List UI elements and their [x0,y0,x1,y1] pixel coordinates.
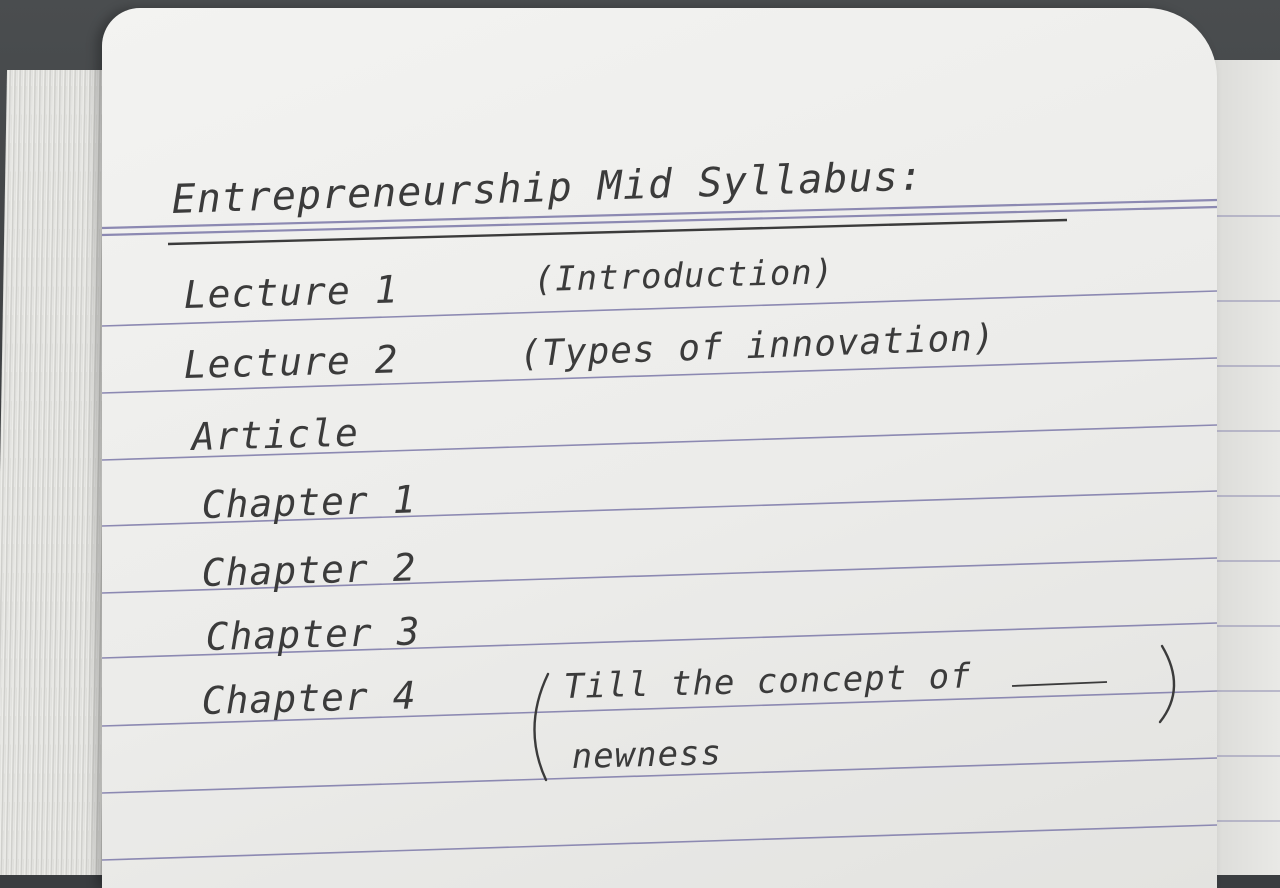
item-lecture-2: Lecture 2 [183,337,400,387]
open-bracket [534,674,548,780]
item-chapter-1: Chapter 1 [201,477,418,527]
close-bracket [1160,646,1174,722]
item-chapter-4-note-cont: newness [571,733,723,777]
item-chapter-4: Chapter 4 [201,673,418,723]
item-chapter-2: Chapter 2 [201,545,418,595]
note-dash [1012,682,1107,686]
handwriting [102,8,1217,888]
item-article: Article [191,410,360,459]
notebook-page [102,8,1217,888]
item-chapter-4-note: Till the concept of [563,656,973,707]
item-lecture-1: Lecture 1 [183,267,400,317]
syllabus-title: Entrepreneurship Mid Syllabus: [170,153,925,223]
title-underline [168,220,1067,244]
item-chapter-3: Chapter 3 [205,609,422,659]
item-lecture-2-note: (Types of innovation) [518,317,997,375]
item-lecture-1-note: (Introduction) [533,252,835,300]
